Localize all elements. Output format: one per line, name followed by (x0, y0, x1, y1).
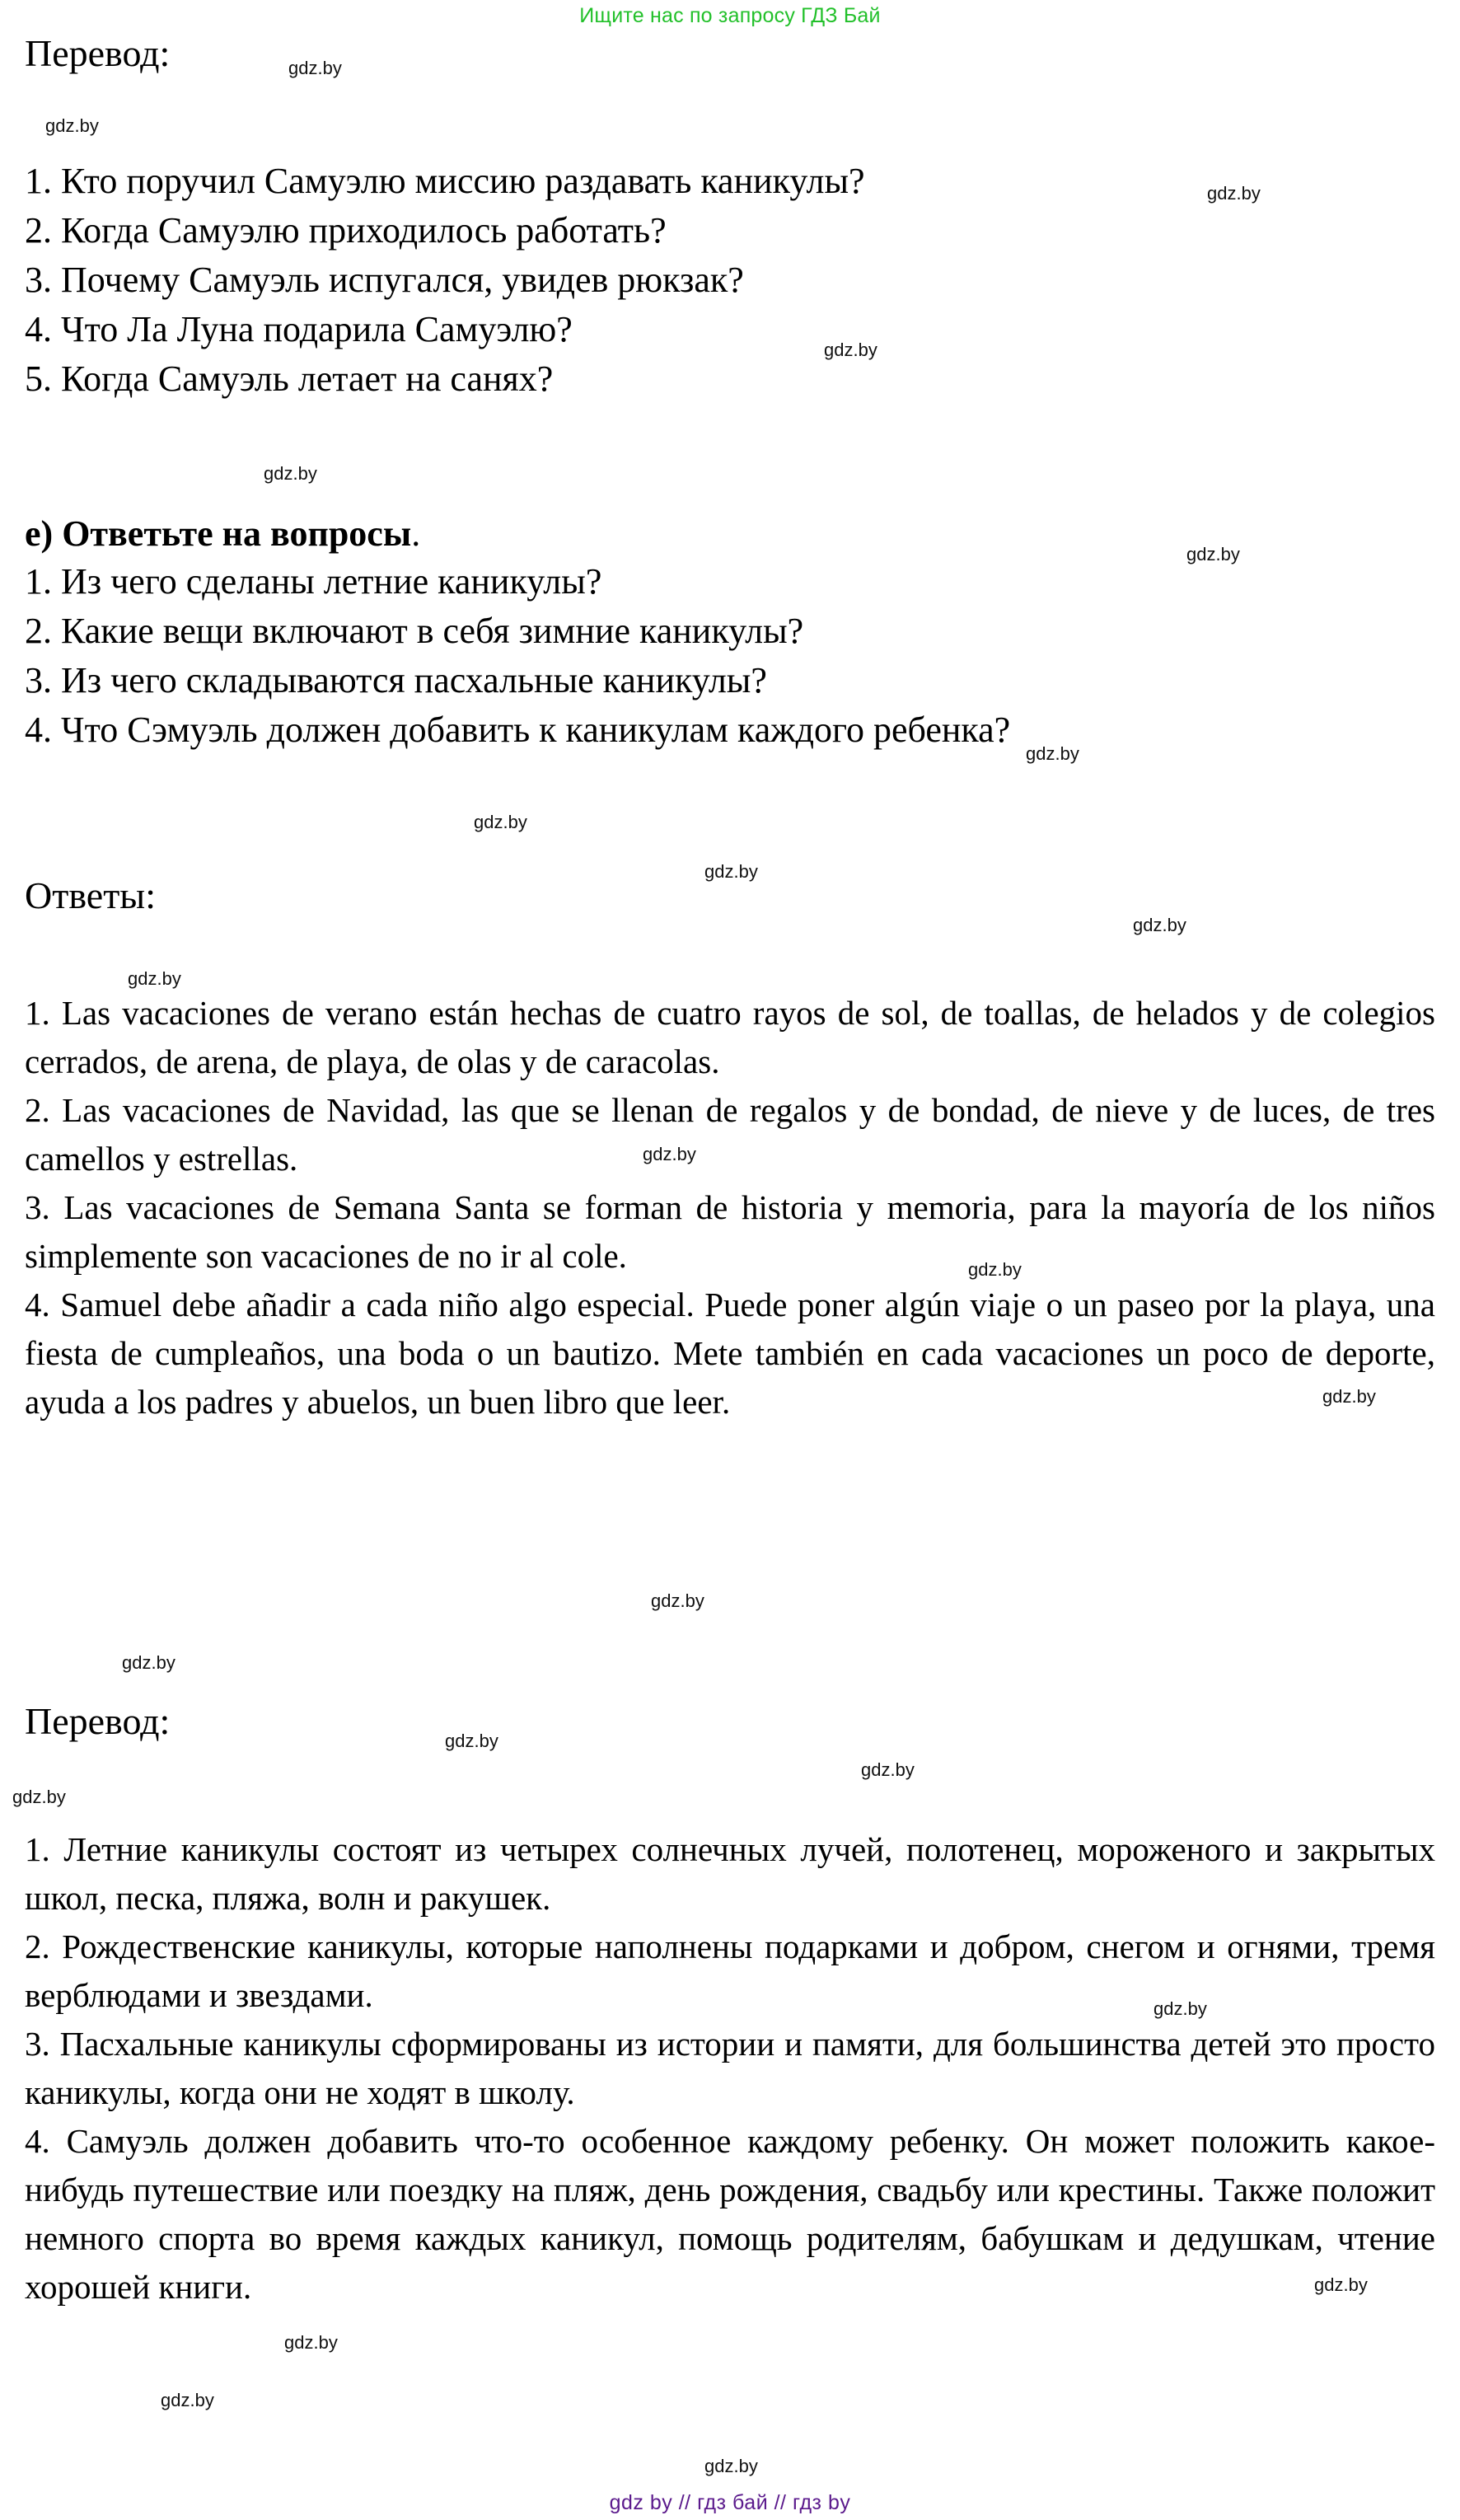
question-item: 3. Почему Самуэль испугался, увидев рюкзак? (25, 260, 744, 300)
watermark-label: gdz.by (128, 968, 181, 989)
translation-item: 2. Рождественские каникулы, которые наполнены подарками и добром, снегом и огнями, тремя верблюдами и звездами. (25, 1927, 1435, 2014)
watermark-label: gdz.by (122, 1652, 175, 1673)
translation-item: 4. Самуэль должен добавить что-то особенное каждому ребенку. Он может положить какое-нибудь путешествие или поездку на пляж, день рождения, свадьбу или крестины. Также положит немного спорта во время каждых каникул, помощь родителям, бабушкам и дедушкам, чтение хорошей книги. (25, 2122, 1435, 2306)
exercise-e-heading (25, 511, 1435, 557)
translation-heading-1-block (25, 30, 1435, 77)
question-list-1 (25, 157, 1435, 404)
exercise-e-title-period: . (411, 513, 421, 554)
translation-heading-2-block (25, 1698, 1435, 1745)
translation-heading-1: Перевод: (25, 32, 171, 74)
question-item: 3. Из чего складываются пасхальные каникулы? (25, 660, 767, 700)
watermark-label: gdz.by (474, 812, 527, 832)
exercise-e-marker: e) (25, 513, 54, 554)
watermark-label: gdz.by (161, 2390, 214, 2410)
translation-heading-2: Перевод: (25, 1700, 171, 1742)
question-item: 1. Из чего сделаны летние каникулы? (25, 561, 602, 602)
question-item: 4. Что Сэмуэль должен добавить к каникулам каждого ребенка? (25, 710, 1011, 750)
answer-item: 2. Las vacaciones de Navidad, las que se llenan de regalos y de bondad, de nieve y de luces, de tres camellos y estrellas. (25, 1091, 1435, 1178)
watermark-label: gdz.by (861, 1759, 915, 1780)
watermark-label: gdz.by (1153, 1998, 1207, 2019)
exercise-e-block (25, 511, 1435, 755)
watermark-label: gdz.by (1314, 2274, 1368, 2295)
answers-heading-block (25, 872, 1435, 920)
watermark-label: gdz.by (1207, 183, 1261, 204)
watermark-label: gdz.by (704, 861, 758, 882)
watermark-label: gdz.by (1026, 743, 1079, 764)
question-item: 4. Что Ла Луна подарила Самуэлю? (25, 309, 573, 349)
watermark-label: gdz.by (1186, 544, 1240, 564)
watermark-label: gdz.by (45, 115, 99, 136)
promo-banner: Ищите нас по запросу ГДЗ Бай (579, 4, 881, 27)
answers-heading: Ответы: (25, 874, 156, 916)
watermark-label: gdz.by (288, 58, 342, 78)
watermark-label: gdz.by (445, 1731, 498, 1751)
watermark-label: gdz.by (12, 1787, 66, 1807)
watermark-label: gdz.by (704, 2456, 758, 2476)
question-item: 2. Когда Самуэлю приходилось работать? (25, 210, 667, 251)
watermark-label: gdz.by (1133, 915, 1186, 935)
watermark-label: gdz.by (1322, 1386, 1376, 1407)
answers-list (25, 989, 1435, 1426)
watermark-label: gdz.by (284, 2332, 338, 2353)
watermark-label: gdz.by (264, 463, 317, 484)
watermark-label: gdz.by (643, 1144, 696, 1164)
translation-list (25, 1825, 1435, 2312)
question-item: 2. Какие вещи включают в себя зимние каникулы? (25, 611, 804, 651)
translation-item: 1. Летние каникулы состоят из четырех солнечных лучей, полотенец, мороженого и закрытых школ, песка, пляжа, волн и ракушек. (25, 1830, 1435, 1917)
answer-item: 4. Samuel debe añadir a cada niño algo especial. Puede poner algún viaje o un paseo por la playa, una fiesta de cumpleaños, una boda o un bautizo. Mete también en cada vacaciones un poco de deporte, ayuda a los padres y abuelos, un buen libro que leer. (25, 1286, 1435, 1421)
question-item: 1. Кто поручил Самуэлю миссию раздавать каникулы? (25, 161, 865, 201)
question-item: 5. Когда Самуэль летает на санях? (25, 358, 554, 399)
translation-item: 3. Пасхальные каникулы сформированы из истории и памяти, для большинства детей это просто каникулы, когда они не ходят в школу. (25, 2025, 1435, 2111)
answer-item: 3. Las vacaciones de Semana Santa se forman de historia y memoria, para la mayoría de los niños simplemente son vacaciones de no ir al cole. (25, 1188, 1435, 1275)
exercise-e-title: Ответьте на вопросы (62, 513, 412, 554)
watermark-label: gdz.by (651, 1590, 704, 1611)
footer-links: gdz by // гдз бай // гдз by (609, 2491, 851, 2514)
watermark-label: gdz.by (968, 1259, 1022, 1280)
watermark-label: gdz.by (824, 340, 877, 360)
answer-item: 1. Las vacaciones de verano están hechas de cuatro rayos de sol, de toallas, de helados y de colegios cerrados, de arena, de playa, de olas y de caracolas. (25, 994, 1435, 1080)
